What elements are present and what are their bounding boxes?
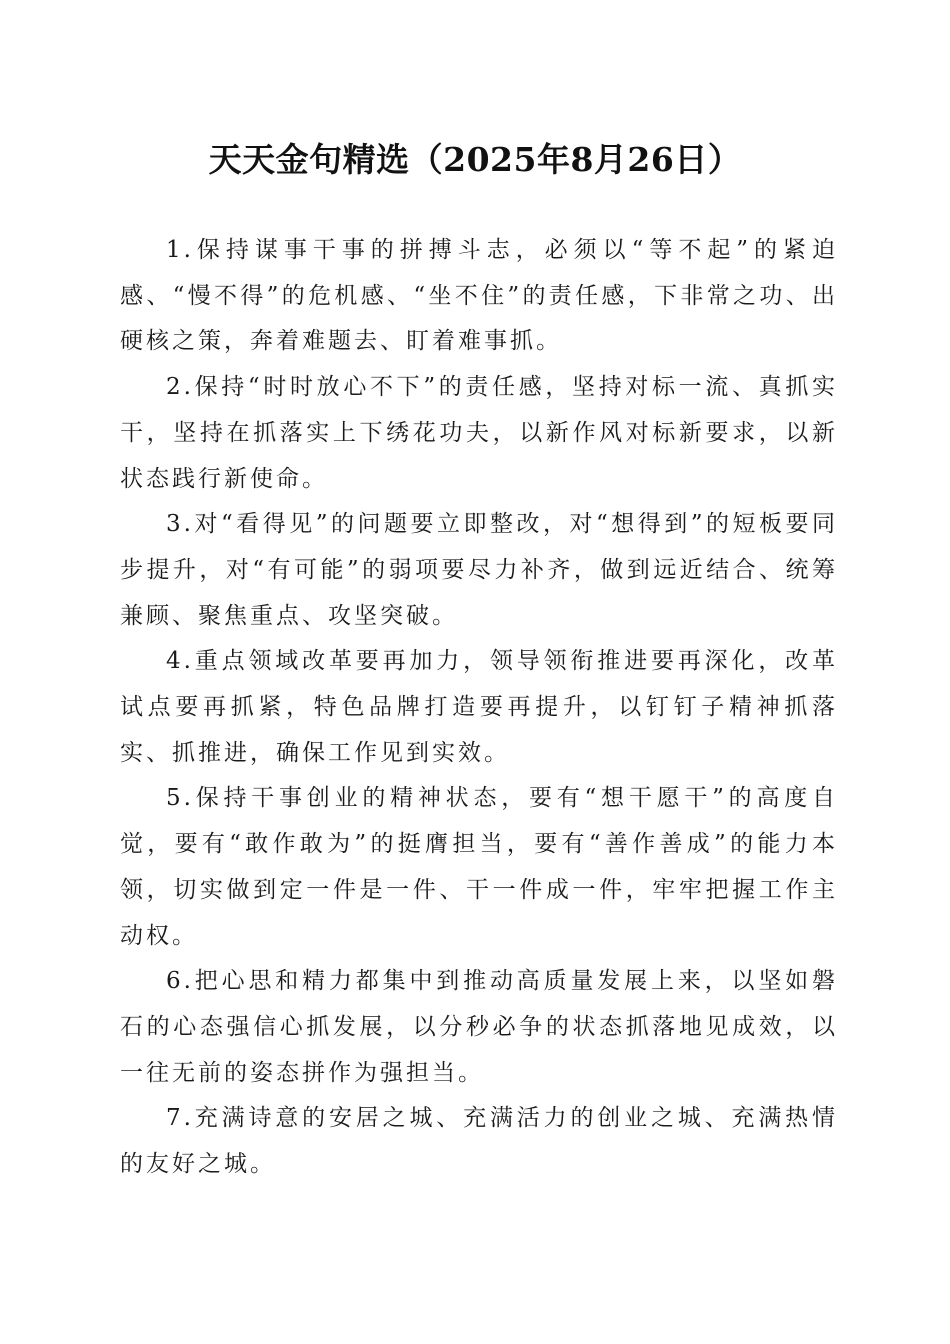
paragraph-4: 4.重点领域改革要再加力，领导领衔推进要再深化，改革试点要再抓紧，特色品牌打造要再提升，以钉钉子精神抓落实、抓推进，确保工作见到实效。 bbox=[120, 648, 838, 766]
paragraph-2: 2.保持“时时放心不下”的责任感，坚持对标一流、真抓实干，坚持在抓落实上下绣花功夫，以新作风对标新要求，以新状态践行新使命。 bbox=[120, 374, 838, 492]
paragraph-7: 7.充满诗意的安居之城、充满活力的创业之城、充满热情的友好之城。 bbox=[120, 1105, 838, 1178]
document-title: 天天金句精选（2025年8月26日） bbox=[208, 140, 742, 179]
paragraph-3: 3.对“看得见”的问题要立即整改，对“想得到”的短板要同步提升，对“有可能”的弱项要尽力补齐，做到远近结合、统筹兼顾、聚焦重点、攻坚突破。 bbox=[120, 511, 838, 629]
paragraph-1: 1.保持谋事干事的拼搏斗志，必须以“等不起”的紧迫感、“慢不得”的危机感、“坐不住”的责任感，下非常之功、出硬核之策，奔着难题去、盯着难事抓。 bbox=[120, 237, 838, 355]
document-body bbox=[120, 228, 838, 1188]
paragraph-5: 5.保持干事创业的精神状态，要有“想干愿干”的高度自觉，要有“敢作敢为”的挺膺担当，要有“善作善成”的能力本领，切实做到定一件是一件、干一件成一件，牢牢把握工作主动权。 bbox=[120, 785, 838, 949]
paragraph-6: 6.把心思和精力都集中到推动高质量发展上来，以坚如磐石的心态强信心抓发展，以分秒必争的状态抓落地见成效，以一往无前的姿态拼作为强担当。 bbox=[120, 968, 838, 1086]
